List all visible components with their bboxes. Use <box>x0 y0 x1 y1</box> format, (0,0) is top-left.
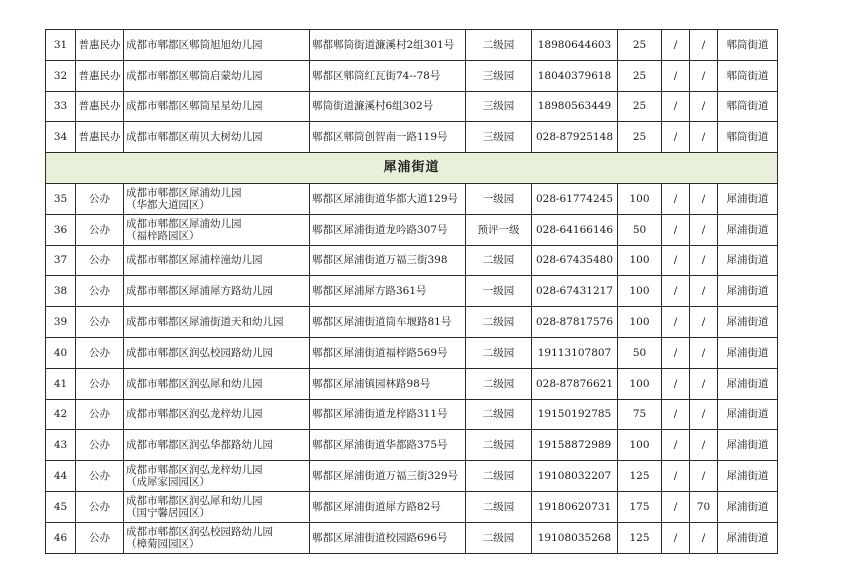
school-name-campus: （樟菊园园区） <box>126 537 200 550</box>
school-type: 公办 <box>76 276 124 307</box>
school-name <box>124 491 310 522</box>
table-row <box>46 491 778 522</box>
section-header-row <box>46 153 778 184</box>
contact-phone: 028-87876621 <box>532 368 618 399</box>
school-type: 公办 <box>76 183 124 214</box>
column-b-value: / <box>690 214 718 245</box>
contact-phone: 19108032207 <box>532 461 618 492</box>
street-name: 犀浦街道 <box>718 399 778 430</box>
street-name: 犀浦街道 <box>718 461 778 492</box>
column-a-value: / <box>662 30 690 61</box>
school-type: 公办 <box>76 307 124 338</box>
contact-phone: 028-64166146 <box>532 214 618 245</box>
enrollment-count: 100 <box>618 183 662 214</box>
column-b-value: / <box>690 122 718 153</box>
table-body-bottom <box>46 183 778 553</box>
contact-phone: 028-87817576 <box>532 307 618 338</box>
school-name <box>124 91 310 122</box>
column-a-value: / <box>662 337 690 368</box>
school-address: 郫筒街道濂溪村6组302号 <box>310 91 466 122</box>
school-name-campus: （华都大道园区） <box>126 198 210 211</box>
school-type: 公办 <box>76 337 124 368</box>
row-number: 33 <box>46 91 76 122</box>
table-row <box>46 307 778 338</box>
row-number: 36 <box>46 214 76 245</box>
school-type: 公办 <box>76 245 124 276</box>
row-number: 46 <box>46 522 76 553</box>
table-row <box>46 522 778 553</box>
table-row <box>46 91 778 122</box>
row-number: 38 <box>46 276 76 307</box>
street-name: 郫筒街道 <box>718 30 778 61</box>
school-name <box>124 337 310 368</box>
row-number: 44 <box>46 461 76 492</box>
row-number: 42 <box>46 399 76 430</box>
kindergarten-table <box>45 29 778 554</box>
school-name-main: 成都市郫都区犀浦幼儿园 <box>126 217 242 230</box>
enrollment-count: 100 <box>618 307 662 338</box>
street-name: 犀浦街道 <box>718 522 778 553</box>
contact-phone: 18040379618 <box>532 60 618 91</box>
column-a-value: / <box>662 91 690 122</box>
contact-phone: 028-67435480 <box>532 245 618 276</box>
school-address: 郫都区犀浦街道华都路375号 <box>310 430 466 461</box>
school-name-main: 成都市郫都区润弘校园路幼儿园 <box>126 525 273 538</box>
school-level: 二级园 <box>466 30 532 61</box>
school-name-main: 成都市郫都区润弘华都路幼儿园 <box>126 439 273 452</box>
school-name <box>124 276 310 307</box>
school-name <box>124 122 310 153</box>
school-address: 郫都区犀浦街道龙梓路311号 <box>310 399 466 430</box>
contact-phone: 19180620731 <box>532 491 618 522</box>
enrollment-count: 75 <box>618 399 662 430</box>
school-name-main: 成都市郫都区润弘龙梓幼儿园 <box>126 464 263 477</box>
column-a-value: / <box>662 60 690 91</box>
table-row <box>46 183 778 214</box>
row-number: 40 <box>46 337 76 368</box>
column-b-value: / <box>690 245 718 276</box>
row-number: 45 <box>46 491 76 522</box>
school-name <box>124 368 310 399</box>
column-b-value: / <box>690 522 718 553</box>
row-number: 37 <box>46 245 76 276</box>
column-a-value: / <box>662 368 690 399</box>
column-b-value: / <box>690 60 718 91</box>
school-name-main: 成都市郫都区萌贝大树幼儿园 <box>126 131 263 144</box>
school-name-main: 成都市郫都区润弘犀和幼儿园 <box>126 494 263 507</box>
street-name: 犀浦街道 <box>718 245 778 276</box>
school-type: 公办 <box>76 399 124 430</box>
school-level: 三级园 <box>466 60 532 91</box>
table-row <box>46 337 778 368</box>
column-a-value: / <box>662 214 690 245</box>
column-a-value: / <box>662 276 690 307</box>
school-address: 郫都区郫筒红瓦街74--78号 <box>310 60 466 91</box>
street-name: 犀浦街道 <box>718 276 778 307</box>
school-type: 普惠民办 <box>76 30 124 61</box>
enrollment-count: 100 <box>618 430 662 461</box>
contact-phone: 028-61774245 <box>532 183 618 214</box>
contact-phone: 19113107807 <box>532 337 618 368</box>
school-name <box>124 214 310 245</box>
school-type: 公办 <box>76 214 124 245</box>
school-name-main: 成都市郫都区润弘校园路幼儿园 <box>126 346 273 359</box>
row-number: 39 <box>46 307 76 338</box>
column-a-value: / <box>662 399 690 430</box>
column-a-value: / <box>662 183 690 214</box>
table-row <box>46 122 778 153</box>
enrollment-count: 25 <box>618 30 662 61</box>
school-type: 公办 <box>76 522 124 553</box>
school-address: 郫都区犀浦街道校园路696号 <box>310 522 466 553</box>
street-name: 犀浦街道 <box>718 491 778 522</box>
school-level: 二级园 <box>466 491 532 522</box>
school-address: 郫都区犀浦街道筒车堰路81号 <box>310 307 466 338</box>
enrollment-count: 125 <box>618 522 662 553</box>
street-name: 郫筒街道 <box>718 91 778 122</box>
street-name: 郫筒街道 <box>718 60 778 91</box>
table-row <box>46 214 778 245</box>
school-name-campus: （福梓路园区） <box>126 229 200 242</box>
row-number: 43 <box>46 430 76 461</box>
table-row <box>46 245 778 276</box>
enrollment-count: 100 <box>618 368 662 399</box>
school-address: 郫都区犀浦犀方路361号 <box>310 276 466 307</box>
column-a-value: / <box>662 245 690 276</box>
street-name: 犀浦街道 <box>718 307 778 338</box>
enrollment-count: 50 <box>618 337 662 368</box>
contact-phone: 028-67431217 <box>532 276 618 307</box>
school-name-main: 成都市郫都区犀浦梓潼幼儿园 <box>126 254 263 267</box>
school-level: 二级园 <box>466 461 532 492</box>
column-b-value: / <box>690 368 718 399</box>
school-name-main: 成都市郫都区犀浦幼儿园 <box>126 186 242 199</box>
table-body-top <box>46 30 778 153</box>
school-name-main: 成都市郫都区润弘龙梓幼儿园 <box>126 408 263 421</box>
school-level: 三级园 <box>466 122 532 153</box>
school-level: 二级园 <box>466 368 532 399</box>
section-header-group <box>46 153 778 184</box>
column-b-value: / <box>690 276 718 307</box>
column-b-value: / <box>690 91 718 122</box>
street-name: 犀浦街道 <box>718 430 778 461</box>
enrollment-count: 25 <box>618 122 662 153</box>
school-name <box>124 461 310 492</box>
school-type: 公办 <box>76 461 124 492</box>
school-name <box>124 183 310 214</box>
school-address: 郫都郫筒街道濂溪村2组301号 <box>310 30 466 61</box>
school-address: 郫都区犀浦街道华都大道129号 <box>310 183 466 214</box>
section-title: 犀浦街道 <box>46 153 778 184</box>
school-name-campus: （国宁馨居园区） <box>126 506 210 519</box>
school-type: 普惠民办 <box>76 91 124 122</box>
school-address: 郫都区犀浦街道龙吟路307号 <box>310 214 466 245</box>
street-name: 犀浦街道 <box>718 183 778 214</box>
row-number: 31 <box>46 30 76 61</box>
column-b-value: / <box>690 430 718 461</box>
school-address: 郫都区郫筒创智南一路119号 <box>310 122 466 153</box>
table-row <box>46 60 778 91</box>
school-name <box>124 30 310 61</box>
street-name: 犀浦街道 <box>718 337 778 368</box>
school-name <box>124 245 310 276</box>
school-name <box>124 430 310 461</box>
contact-phone: 18980644603 <box>532 30 618 61</box>
enrollment-count: 175 <box>618 491 662 522</box>
contact-phone: 19108035268 <box>532 522 618 553</box>
school-address: 郫都区犀浦街道犀方路82号 <box>310 491 466 522</box>
school-level: 二级园 <box>466 337 532 368</box>
enrollment-count: 100 <box>618 276 662 307</box>
school-level: 三级园 <box>466 91 532 122</box>
school-name-main: 成都市郫都区润弘犀和幼儿园 <box>126 377 263 390</box>
contact-phone: 028-87925148 <box>532 122 618 153</box>
table-row <box>46 430 778 461</box>
school-address: 郫都区犀浦街道万福三街398 <box>310 245 466 276</box>
school-address: 郫都区犀浦镇园林路98号 <box>310 368 466 399</box>
school-level: 二级园 <box>466 430 532 461</box>
school-name-main: 成都市郫都区犀浦犀方路幼儿园 <box>126 285 273 298</box>
table-row <box>46 461 778 492</box>
table-row <box>46 276 778 307</box>
school-level: 二级园 <box>466 307 532 338</box>
street-name: 郫筒街道 <box>718 122 778 153</box>
street-name: 犀浦街道 <box>718 214 778 245</box>
column-b-value: 70 <box>690 491 718 522</box>
school-level: 二级园 <box>466 399 532 430</box>
column-a-value: / <box>662 461 690 492</box>
row-number: 34 <box>46 122 76 153</box>
enrollment-count: 25 <box>618 91 662 122</box>
table-row <box>46 368 778 399</box>
school-level: 预评一级 <box>466 214 532 245</box>
column-a-value: / <box>662 491 690 522</box>
school-address: 郫都区犀浦街道福梓路569号 <box>310 337 466 368</box>
contact-phone: 19150192785 <box>532 399 618 430</box>
row-number: 32 <box>46 60 76 91</box>
column-b-value: / <box>690 30 718 61</box>
enrollment-count: 25 <box>618 60 662 91</box>
school-level: 二级园 <box>466 522 532 553</box>
column-b-value: / <box>690 183 718 214</box>
column-a-value: / <box>662 522 690 553</box>
row-number: 41 <box>46 368 76 399</box>
column-b-value: / <box>690 307 718 338</box>
enrollment-count: 125 <box>618 461 662 492</box>
school-name <box>124 522 310 553</box>
school-type: 普惠民办 <box>76 122 124 153</box>
school-level: 二级园 <box>466 245 532 276</box>
school-name-main: 成都市郫都区犀浦街道天和幼儿园 <box>126 316 284 329</box>
column-a-value: / <box>662 122 690 153</box>
school-type: 公办 <box>76 491 124 522</box>
column-a-value: / <box>662 430 690 461</box>
school-name <box>124 60 310 91</box>
street-name: 犀浦街道 <box>718 368 778 399</box>
column-b-value: / <box>690 337 718 368</box>
school-name <box>124 307 310 338</box>
table-row <box>46 399 778 430</box>
school-name <box>124 399 310 430</box>
enrollment-count: 100 <box>618 245 662 276</box>
row-number: 35 <box>46 183 76 214</box>
school-name-main: 成都市郫都区郫筒旭旭幼儿园 <box>126 38 263 51</box>
school-level: 一级园 <box>466 276 532 307</box>
column-b-value: / <box>690 461 718 492</box>
school-type: 公办 <box>76 368 124 399</box>
school-address: 郫都区犀浦街道万福三街329号 <box>310 461 466 492</box>
school-name-campus: （成犀家园园区） <box>126 476 210 489</box>
school-type: 公办 <box>76 430 124 461</box>
column-b-value: / <box>690 399 718 430</box>
school-name-main: 成都市郫都区郫筒星星幼儿园 <box>126 100 263 113</box>
school-level: 一级园 <box>466 183 532 214</box>
contact-phone: 18980563449 <box>532 91 618 122</box>
enrollment-count: 50 <box>618 214 662 245</box>
contact-phone: 19158872989 <box>532 430 618 461</box>
table-row <box>46 30 778 61</box>
school-name-main: 成都市郫都区郫筒启蒙幼儿园 <box>126 69 263 82</box>
school-type: 普惠民办 <box>76 60 124 91</box>
column-a-value: / <box>662 307 690 338</box>
